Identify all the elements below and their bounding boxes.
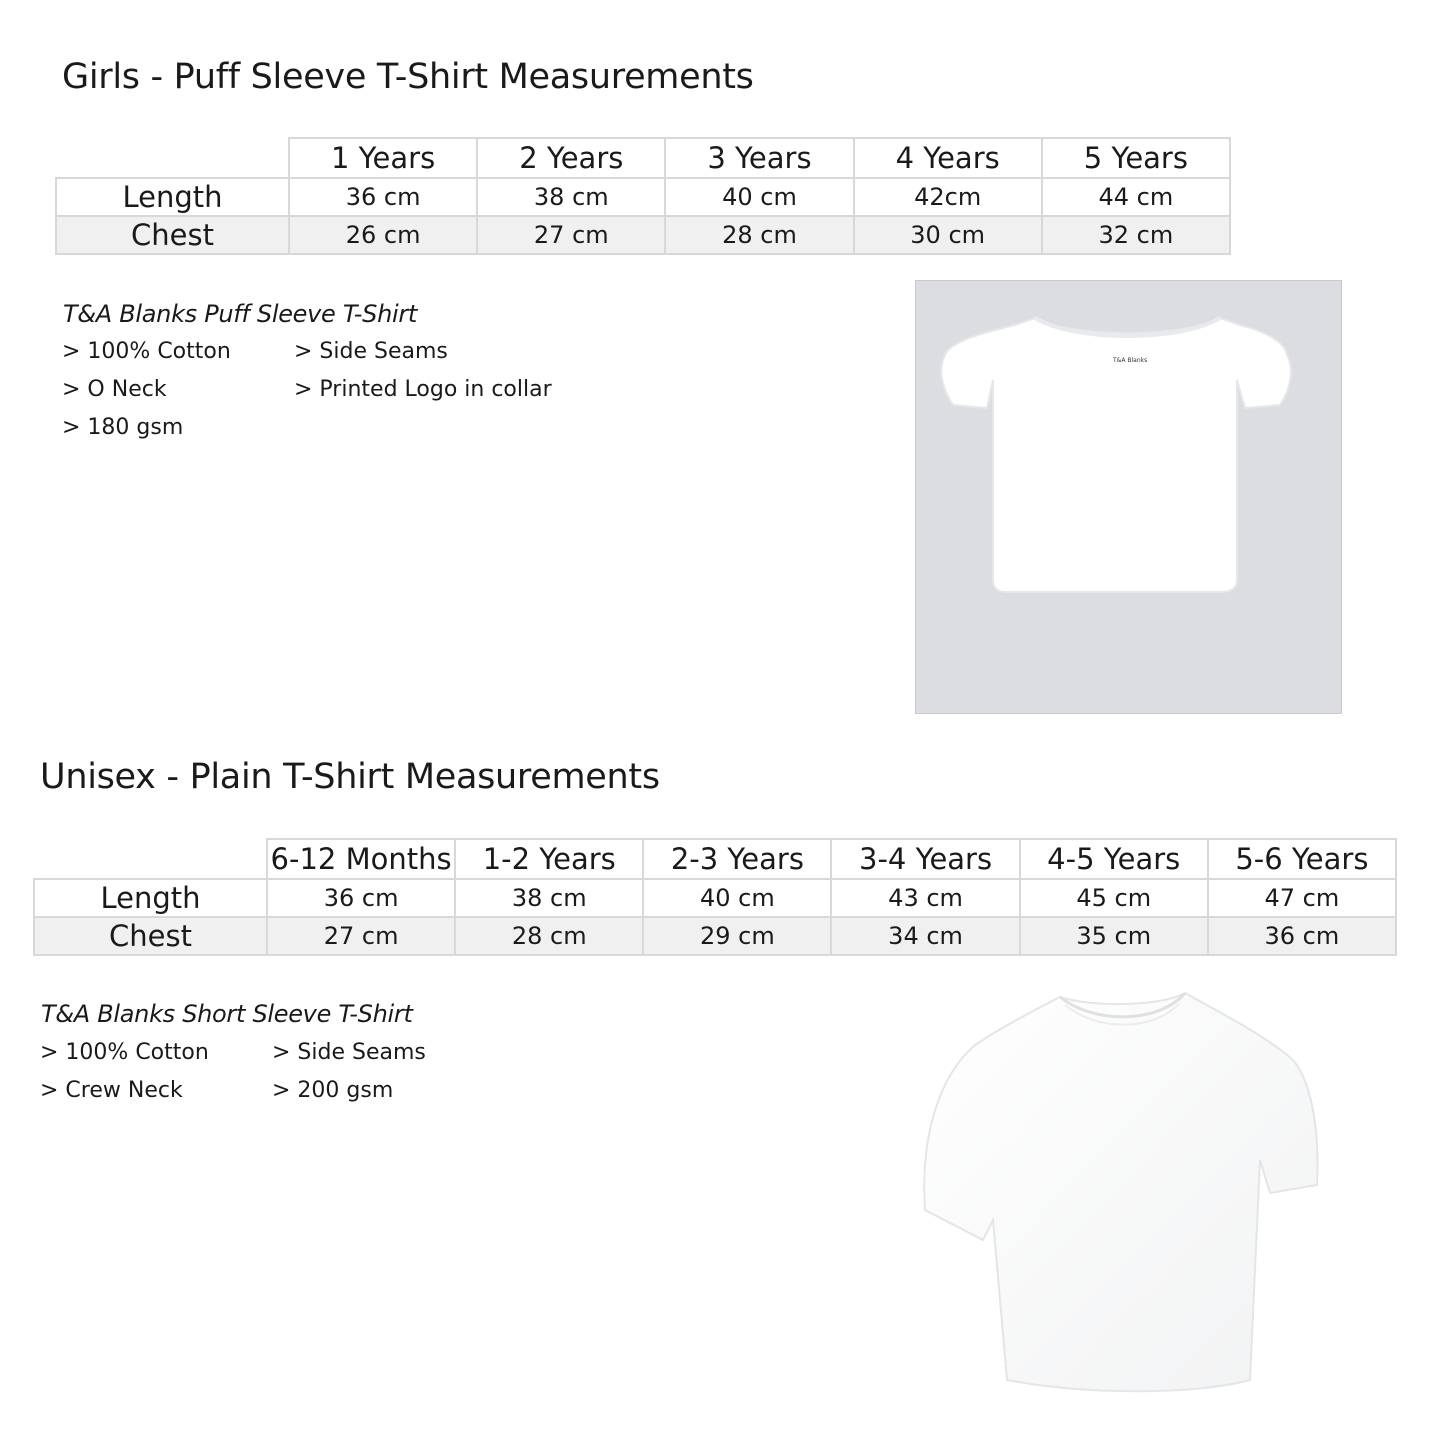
girls-section-title: Girls - Puff Sleeve T-Shirt Measurements [62,57,754,97]
table-cell: 36 cm [267,879,455,917]
table-cell: 26 cm [289,216,477,254]
girls-size-table [55,137,1231,255]
girls-product-name: T&A Blanks Puff Sleeve T-Shirt [63,300,418,328]
table-cell: 30 cm [854,216,1042,254]
table-row [34,917,1396,955]
feature-item: > Side Seams [272,1040,426,1065]
table-row [56,216,1230,254]
size-column-header: 2-3 Years [643,839,831,879]
size-column-header: 6-12 Months [267,839,455,879]
row-label: Length [56,178,289,216]
size-column-header: 1-2 Years [455,839,643,879]
feature-item: > Crew Neck [40,1078,183,1103]
row-label: Chest [56,216,289,254]
puff-sleeve-tshirt-photo [915,280,1342,714]
size-column-header: 3-4 Years [831,839,1019,879]
table-cell: 36 cm [1208,917,1396,955]
table-cell: 29 cm [643,917,831,955]
size-column-header: 5 Years [1042,138,1230,178]
feature-item: > Printed Logo in collar [294,377,552,402]
size-column-header: 4 Years [854,138,1042,178]
row-label: Chest [34,917,267,955]
table-corner [56,138,289,178]
table-cell: 40 cm [665,178,853,216]
table-cell: 42cm [854,178,1042,216]
table-cell: 32 cm [1042,216,1230,254]
short-sleeve-tshirt-photo [915,985,1325,1400]
size-column-header: 4-5 Years [1020,839,1208,879]
collar-logo: T&A Blanks [1113,357,1148,364]
unisex-section-title: Unisex - Plain T-Shirt Measurements [40,757,660,797]
table-corner [34,839,267,879]
size-column-header: 3 Years [665,138,853,178]
feature-item: > O Neck [62,377,167,402]
table-cell: 27 cm [477,216,665,254]
table-cell: 36 cm [289,178,477,216]
table-cell: 34 cm [831,917,1019,955]
feature-item: > 100% Cotton [40,1040,209,1065]
size-column-header: 2 Years [477,138,665,178]
table-cell: 27 cm [267,917,455,955]
table-cell: 40 cm [643,879,831,917]
table-row [56,178,1230,216]
table-cell: 47 cm [1208,879,1396,917]
feature-item: > 100% Cotton [62,339,231,364]
table-cell: 28 cm [665,216,853,254]
table-cell: 45 cm [1020,879,1208,917]
feature-item: > Side Seams [294,339,448,364]
table-cell: 35 cm [1020,917,1208,955]
tshirt-shape [924,993,1317,1391]
table-cell: 38 cm [477,178,665,216]
feature-item: > 180 gsm [62,415,184,440]
unisex-size-table [33,838,1397,956]
table-cell: 38 cm [455,879,643,917]
size-column-header: 5-6 Years [1208,839,1396,879]
feature-item: > 200 gsm [272,1078,394,1103]
table-row [34,879,1396,917]
unisex-product-name: T&A Blanks Short Sleeve T-Shirt [41,1000,413,1028]
row-label: Length [34,879,267,917]
table-cell: 44 cm [1042,178,1230,216]
table-cell: 43 cm [831,879,1019,917]
table-cell: 28 cm [455,917,643,955]
size-column-header: 1 Years [289,138,477,178]
